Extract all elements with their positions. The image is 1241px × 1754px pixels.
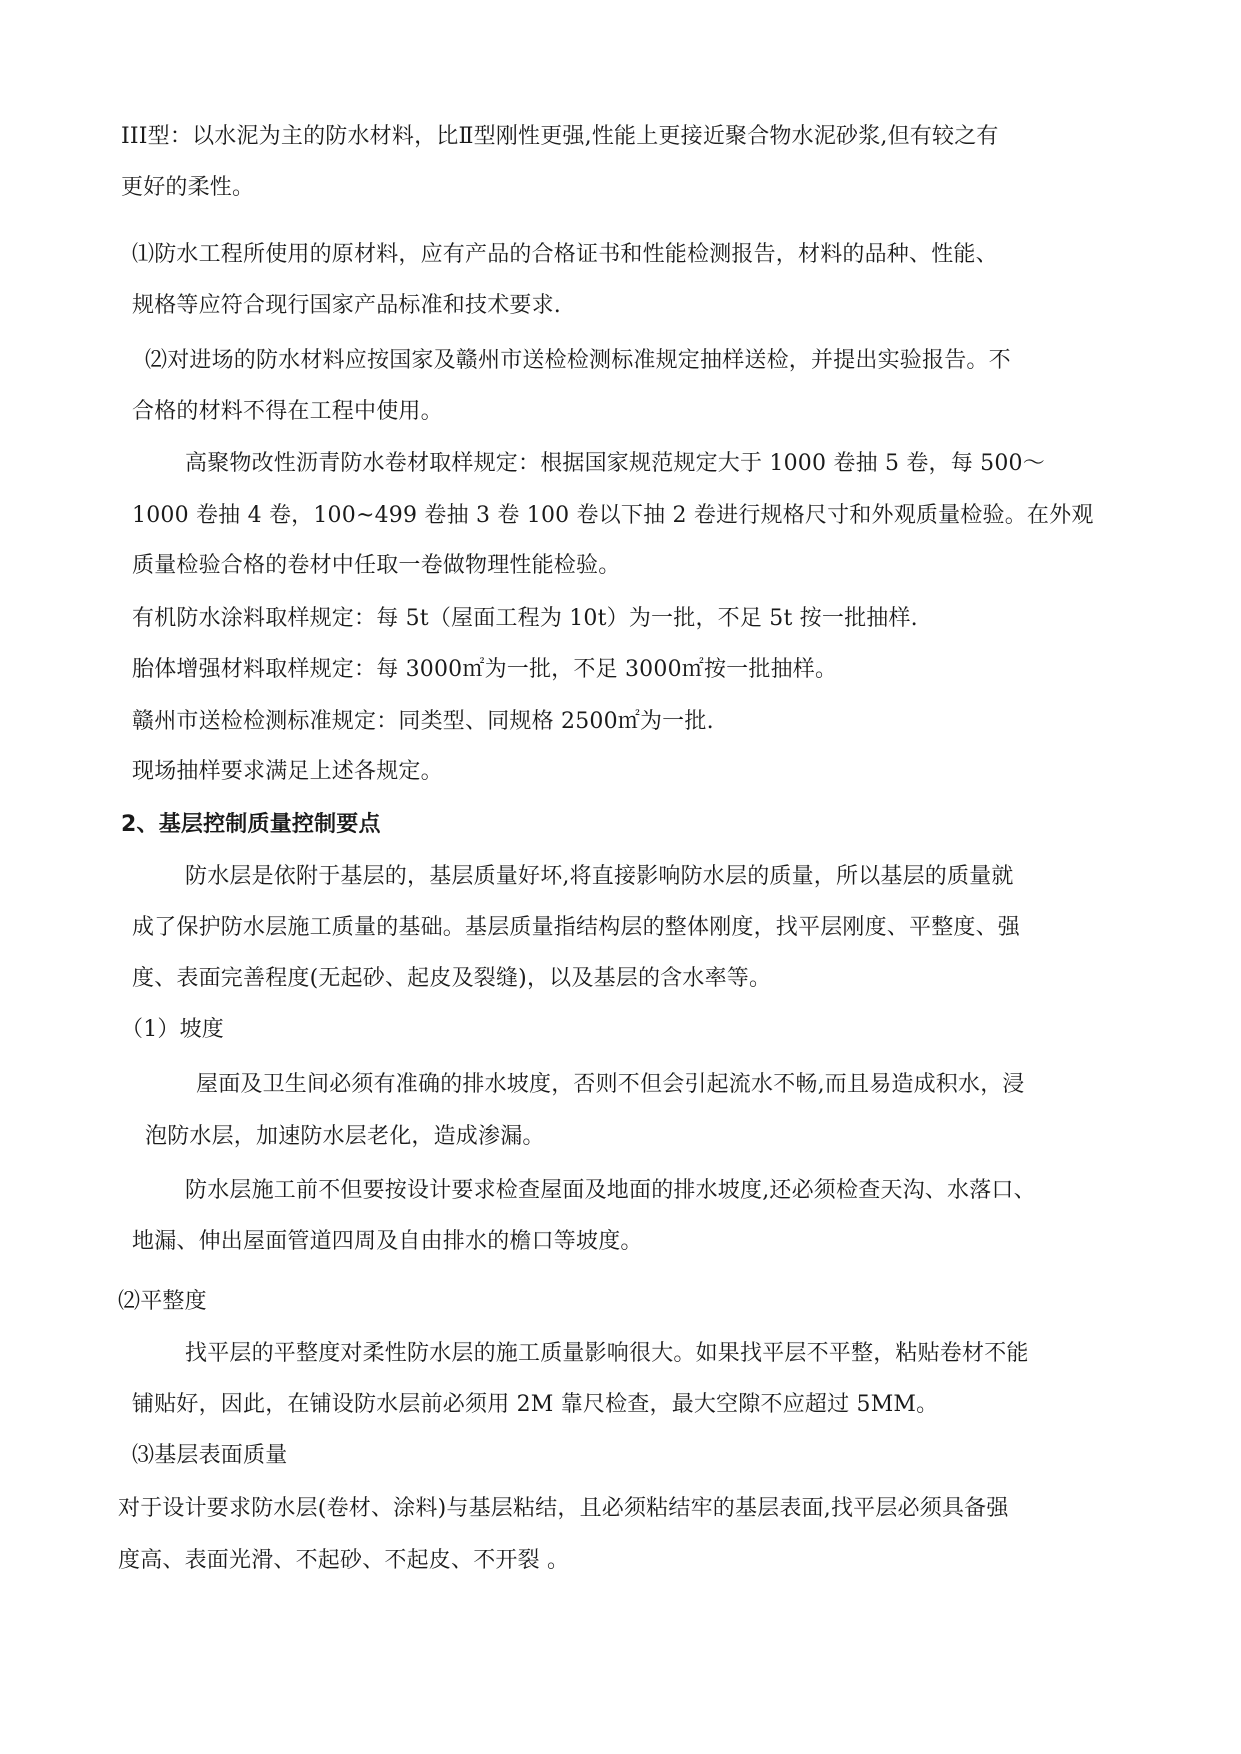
paragraph-line: 现场抽样要求满足上述各规定。 [132,759,443,784]
paragraph-line: 成了保护防水层施工质量的基础。基层质量指结构层的整体刚度，找平层刚度、平整度、强 [132,915,1021,940]
paragraph-line: 有机防水涂料取样规定：每 5t（屋面工程为 10t）为一批，不足 5t 按一批抽样. [132,606,918,631]
paragraph-line: III型：以水泥为主的防水材料，比Ⅱ型刚性更强,性能上更接近聚合物水泥砂浆,但有较之有 [121,124,999,149]
section-heading: 2、基层控制质量控制要点 [121,812,381,837]
paragraph-line: 高聚物改性沥青防水卷材取样规定：根据国家规范规定大于 1000 卷抽 5 卷，每 500～ [185,451,1045,476]
paragraph-line: 规格等应符合现行国家产品标准和技术要求. [132,293,561,318]
subheading: （1）坡度 [121,1017,224,1042]
paragraph-line: ⑴防水工程所使用的原材料，应有产品的合格证书和性能检测报告，材料的品种、性能、 [132,242,998,267]
paragraph-line: 度高、表面光滑、不起砂、不起皮、不开裂 。 [118,1548,570,1573]
paragraph-line: 找平层的平整度对柔性防水层的施工质量影响很大。如果找平层不平整，粘贴卷材不能 [185,1341,1029,1366]
subheading: ⑶基层表面质量 [132,1443,288,1468]
paragraph-line: 更好的柔性。 [121,175,255,200]
subheading: ⑵平整度 [118,1289,207,1314]
paragraph-line: 铺贴好，因此，在铺设防水层前必须用 2M 靠尺检查，最大空隙不应超过 5MM。 [132,1392,939,1417]
paragraph-line: 度、表面完善程度(无起砂、起皮及裂缝)，以及基层的含水率等。 [132,966,772,991]
paragraph-line: 合格的材料不得在工程中使用。 [132,399,443,424]
paragraph-line: 屋面及卫生间必须有准确的排水坡度，否则不但会引起流水不畅,而且易造成积水，浸 [196,1072,1025,1097]
paragraph-line: 地漏、伸出屋面管道四周及自由排水的檐口等坡度。 [132,1229,643,1254]
paragraph-line: 防水层施工前不但要按设计要求检查屋面及地面的排水坡度,还必须检查天沟、水落口、 [185,1178,1036,1203]
paragraph-line: 防水层是依附于基层的，基层质量好坏,将直接影响防水层的质量，所以基层的质量就 [185,864,1014,889]
paragraph-line: 赣州市送检检测标准规定：同类型、同规格 2500㎡为一批. [132,709,714,734]
paragraph-line: 胎体增强材料取样规定：每 3000㎡为一批，不足 3000㎡按一批抽样。 [132,657,838,682]
paragraph-line: 对于设计要求防水层(卷材、涂料)与基层粘结，且必须粘结牢的基层表面,找平层必须具备强 [118,1496,1009,1521]
paragraph-line: 质量检验合格的卷材中任取一卷做物理性能检验。 [132,553,621,578]
paragraph-line: 泡防水层，加速防水层老化，造成渗漏。 [145,1124,545,1149]
paragraph-line: 1000 卷抽 4 卷，100~499 卷抽 3 卷 100 卷以下抽 2 卷进行规格尺寸和外观质量检验。在外观 [132,503,1094,528]
paragraph-line: ⑵对进场的防水材料应按国家及赣州市送检检测标准规定抽样送检，并提出实验报告。不 [145,348,1011,373]
